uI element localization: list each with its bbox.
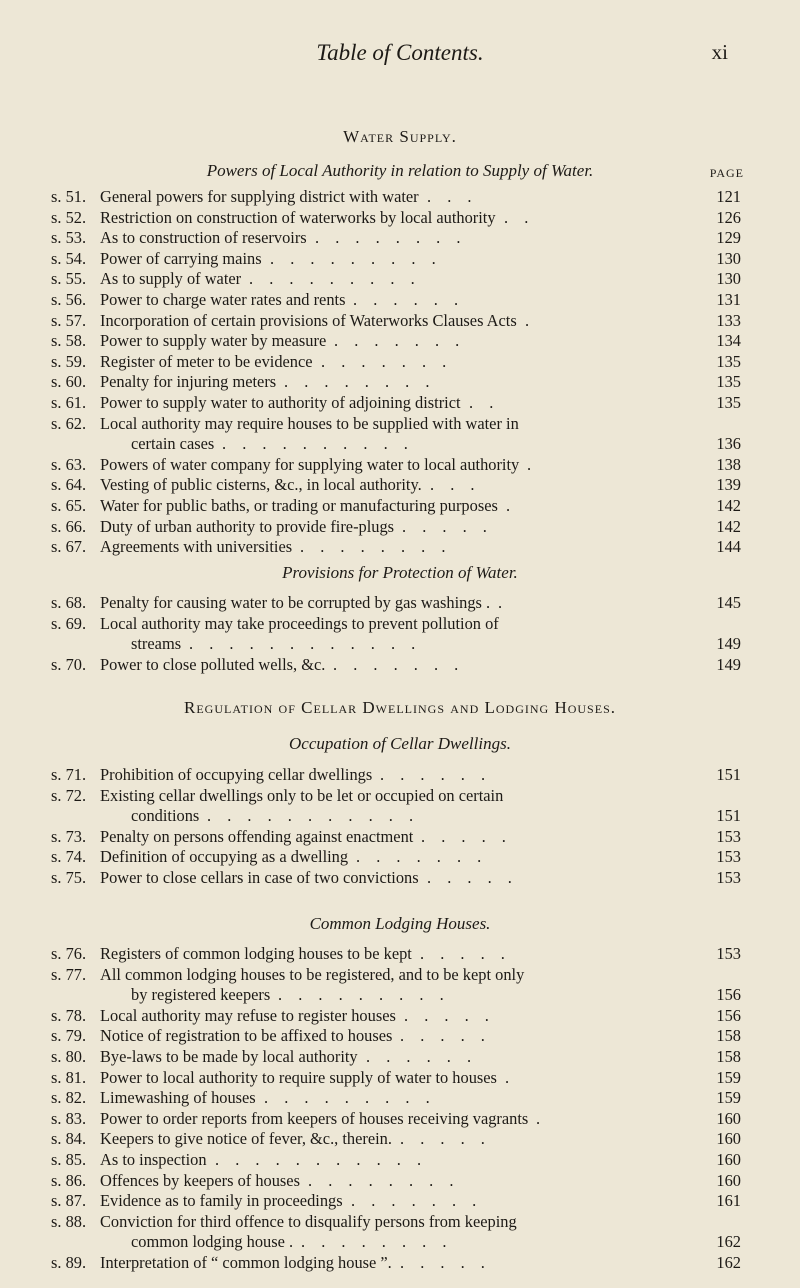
page-number: xi [711,40,728,64]
leader-dots: . . . . . [400,1026,491,1046]
leader-dots: . . . . . . [380,765,492,784]
leader-dots: . . . . . . [353,290,465,309]
leader-dots: . . . . . . . . [284,372,436,392]
section-subheading: Provisions for Protection of Water. [282,563,518,582]
section-number: s. 70. [51,654,87,674]
page-ref: 153 [716,847,741,867]
section-number: s. 59. [51,351,87,371]
leader-dots: . [536,1108,547,1128]
page-ref: 153 [716,868,741,887]
page-ref: 121 [716,187,741,206]
section-number: s. 53. [51,228,87,248]
toc-entry [51,868,741,888]
leader-dots: . . . . . . . . [308,1170,460,1190]
section-heading: Regulation of Cellar Dwellings and Lodging Houses. [183,698,616,717]
toc-entry [51,1109,741,1129]
section-number: s. 65. [51,496,87,515]
page-ref: 151 [716,806,741,826]
leader-dots: . . . . . [404,1005,495,1025]
section-number: s. 77. [51,964,87,984]
page-ref: 156 [716,985,741,1005]
entry-text: Agreements with universities [100,537,293,557]
leader-dots: . . . . . . . . . . . [207,806,420,826]
section-number: s. 73. [51,826,87,846]
toc-entry [51,1253,741,1273]
section-number: s. 61. [51,393,87,412]
leader-dots: . [506,496,517,515]
toc-entry [51,496,741,516]
page-ref: 126 [716,207,741,227]
toc-entry [51,537,741,557]
page-ref: 129 [716,228,741,248]
section-number: s. 87. [51,1191,87,1211]
toc-entry [51,786,741,806]
leader-dots: . . . . . . . . . [249,269,421,289]
page-ref: 153 [716,826,741,846]
entry-text: Power to close cellars in case of two convictions [100,868,419,887]
entry-text: Local authority may refuse to register houses [100,1005,396,1025]
page-ref: 162 [716,1232,741,1252]
leader-dots: . . . [427,187,478,206]
toc-entry [51,187,741,207]
page-title: Table of Contents. [316,40,484,65]
page-ref: 138 [716,454,741,474]
section-number: s. 84. [51,1129,87,1149]
leader-dots: . [505,1067,516,1087]
toc-entry [51,393,741,413]
section-number: s. 67. [51,537,87,557]
leader-dots: . . . . . . . . . . . [215,1150,428,1169]
entry-text: Power of carrying mains [100,248,262,268]
toc-entry [51,1068,741,1088]
leader-dots: . . . . . [421,826,512,846]
entry-text: by registered keepers [131,985,271,1005]
toc-entry [51,249,741,269]
section-number: s. 56. [51,290,87,309]
entry-text: As to inspection [100,1150,207,1169]
page-ref: 153 [716,944,741,963]
section-number: s. 64. [51,475,87,495]
toc-entry [51,331,741,351]
leader-dots: . . . . . . . [334,331,466,351]
section-number: s. 68. [51,593,87,612]
section-number: s. 89. [51,1253,87,1272]
section-number: s. 72. [51,785,87,805]
entry-text: All common lodging houses to be registered, and to be kept only [100,964,525,984]
toc-entry [51,765,741,785]
section-number: s. 81. [51,1067,87,1087]
entry-text: As to supply of water [100,269,242,289]
entry-text: Power to close polluted wells, &c. [100,654,326,674]
entry-text: Power to supply water by measure [100,331,327,351]
toc-entry [51,1150,741,1170]
toc-entry [51,1171,741,1191]
leader-dots: . [527,454,538,474]
toc-entry [51,414,741,434]
toc-entry [51,1129,741,1149]
page-column-label: PAGE [709,166,744,180]
toc-entry [51,985,741,1005]
page-ref: 158 [716,1026,741,1046]
leader-dots: . . . . . . . . . [270,248,442,268]
toc-entry [51,634,741,654]
page-ref: 131 [716,290,741,309]
page-ref: 160 [716,1170,741,1190]
entry-text: Water for public baths, or trading or manufacturing purposes [100,496,498,515]
leader-dots: . . [504,207,535,227]
entry-text: General powers for supplying district with water [100,187,419,206]
toc-entry [51,517,741,537]
entry-text: Notice of registration to be affixed to houses [100,1026,393,1046]
toc-entry [51,614,741,634]
toc-entry [51,1191,741,1211]
leader-dots: . . . . . [420,944,511,963]
leader-dots: . . . . . . . . . [278,985,450,1005]
section-number: s. 80. [51,1047,87,1066]
entry-text: Local authority may take proceedings to prevent pollution of [100,613,499,633]
toc-entry [51,1006,741,1026]
page-ref: 130 [716,269,741,289]
page-ref: 149 [716,634,741,654]
entry-text: Vesting of public cisterns, &c., in local authority. [100,475,422,495]
leader-dots: . . . . . . . [356,847,488,867]
toc-entry [51,475,741,495]
entry-text: certain cases [131,434,215,454]
leader-dots: . . . . . . [366,1047,478,1066]
entry-text: Local authority may require houses to be supplied with water in [100,413,519,433]
toc-entry [51,1047,741,1067]
section-number: s. 76. [51,944,87,963]
entry-text: streams [131,634,182,654]
entry-text: Bye-laws to be made by local authority [100,1047,358,1066]
section-number: s. 66. [51,516,87,536]
entry-text: Penalty for injuring meters [100,372,277,392]
page-ref: 133 [716,310,741,330]
toc-entry [51,372,741,392]
leader-dots: . . . [430,475,481,495]
leader-dots: . . . . . . . . [315,228,467,248]
entry-text: Definition of occupying as a dwelling [100,847,349,867]
section-number: s. 79. [51,1026,87,1046]
page-ref: 135 [716,372,741,392]
page-ref: 160 [716,1108,741,1128]
entry-text: Penalty on persons offending against enactment [100,826,414,846]
entry-text: Restriction on construction of waterworks by local authority [100,207,496,227]
section-number: s. 88. [51,1211,87,1231]
leader-dots: . . . . . . . . [300,537,452,557]
entry-text: Existing cellar dwellings only to be let or occupied on certain [100,785,504,805]
entry-text: Incorporation of certain provisions of Waterworks Clauses Acts [100,310,517,330]
toc-entry [51,1026,741,1046]
toc-entry [51,208,741,228]
entry-text: Registers of common lodging houses to be kept [100,944,412,963]
page-ref: 134 [716,331,741,351]
page-ref: 159 [716,1067,741,1087]
page-ref: 144 [716,537,741,557]
leader-dots: . . . . . . . [351,1191,483,1211]
page-ref: 160 [716,1129,741,1149]
page-ref: 130 [716,248,741,268]
leader-dots: . . . . . [400,1253,491,1272]
entry-text: Interpretation of “ common lodging house ”. [100,1253,392,1272]
page-ref: 145 [716,593,741,612]
entry-text: Keepers to give notice of fever, &c., therein. [100,1129,392,1149]
section-number: s. 85. [51,1150,87,1169]
entry-text: Register of meter to be evidence [100,351,313,371]
toc-entry [51,1232,741,1252]
entry-text: Duty of urban authority to provide fire-plugs [100,516,395,536]
leader-dots: . . . . . [400,1129,491,1149]
section-number: s. 54. [51,248,87,268]
page-ref: 135 [716,351,741,371]
section-subheading: Powers of Local Authority in relation to Supply of Water. [206,161,594,180]
section-number: s. 63. [51,454,87,474]
leader-dots: . . . . . [427,868,518,887]
toc-entry [51,1088,741,1108]
page-ref: 136 [716,434,741,454]
entry-text: Offences by keepers of houses [100,1170,300,1190]
running-head [0,40,800,70]
section-number: s. 75. [51,868,87,887]
entry-text: common lodging house . [131,1232,294,1252]
entry-text: Power to charge water rates and rents [100,290,346,309]
toc-entry [51,944,741,964]
page-ref: 151 [716,765,741,784]
leader-dots: . . [469,393,500,412]
section-number: s. 83. [51,1108,87,1128]
toc-entry [51,965,741,985]
section-subheading: Occupation of Cellar Dwellings. [289,734,511,753]
entry-text: Limewashing of houses [100,1088,256,1108]
toc-entry [51,1212,741,1232]
section-number: s. 71. [51,765,87,784]
section-number: s. 51. [51,187,87,206]
section-number: s. 52. [51,207,87,227]
section-heading: Water Supply. [343,127,457,146]
toc-entry [51,593,741,613]
section-number: s. 78. [51,1005,87,1025]
toc-entry [51,311,741,331]
leader-dots: . . . . . . . . . . [222,434,414,454]
section-number: s. 62. [51,413,87,433]
page-ref: 162 [716,1253,741,1272]
page-ref: 159 [716,1088,741,1108]
leader-dots: . . . . . . . [321,351,453,371]
page-ref: 161 [716,1191,741,1211]
leader-dots: . . . . . . . [333,654,465,674]
toc-entry [51,827,741,847]
section-number: s. 57. [51,310,87,330]
section-number: s. 86. [51,1170,87,1190]
entry-text: Conviction for third offence to disqualify persons from keeping [100,1211,517,1231]
leader-dots: . [525,310,536,330]
leader-dots: . . . . . [402,516,493,536]
toc-entry [51,806,741,826]
leader-dots: . . . . . . . . [301,1232,453,1252]
section-subheading: Common Lodging Houses. [309,914,491,933]
entry-text: As to construction of reservoirs [100,228,307,248]
page-ref: 158 [716,1047,741,1066]
leader-dots: . [498,593,509,612]
page-ref: 156 [716,1005,741,1025]
section-number: s. 60. [51,372,87,392]
entry-text: Power to order reports from keepers of houses receiving vagrants [100,1108,529,1128]
entry-text: Evidence as to family in proceedings [100,1191,343,1211]
toc-entry [51,352,741,372]
toc-entry [51,847,741,867]
page-ref: 160 [716,1150,741,1169]
leader-dots: . . . . . . . . . . . . [189,634,422,654]
leader-dots: . . . . . . . . . [264,1088,436,1108]
page-ref: 142 [716,496,741,515]
section-number: s. 58. [51,331,87,351]
entry-text: conditions [131,806,200,826]
page-ref: 149 [716,654,741,674]
toc-entry [51,290,741,310]
toc-entry [51,228,741,248]
section-number: s. 82. [51,1088,87,1108]
entry-text: Penalty for causing water to be corrupted by gas washings . [100,593,491,612]
toc-entry [51,655,741,675]
entry-text: Power to local authority to require supply of water to houses [100,1067,497,1087]
entry-text: Powers of water company for supplying water to local authority [100,454,520,474]
toc-entry [51,269,741,289]
toc-entry [51,455,741,475]
page-ref: 139 [716,475,741,495]
page-ref: 135 [716,393,741,412]
entry-text: Power to supply water to authority of adjoining district [100,393,461,412]
section-number: s. 74. [51,847,87,867]
section-number: s. 69. [51,613,87,633]
toc-entry [51,434,741,454]
entry-text: Prohibition of occupying cellar dwellings [100,765,373,784]
section-number: s. 55. [51,269,87,289]
page-ref: 142 [716,516,741,536]
